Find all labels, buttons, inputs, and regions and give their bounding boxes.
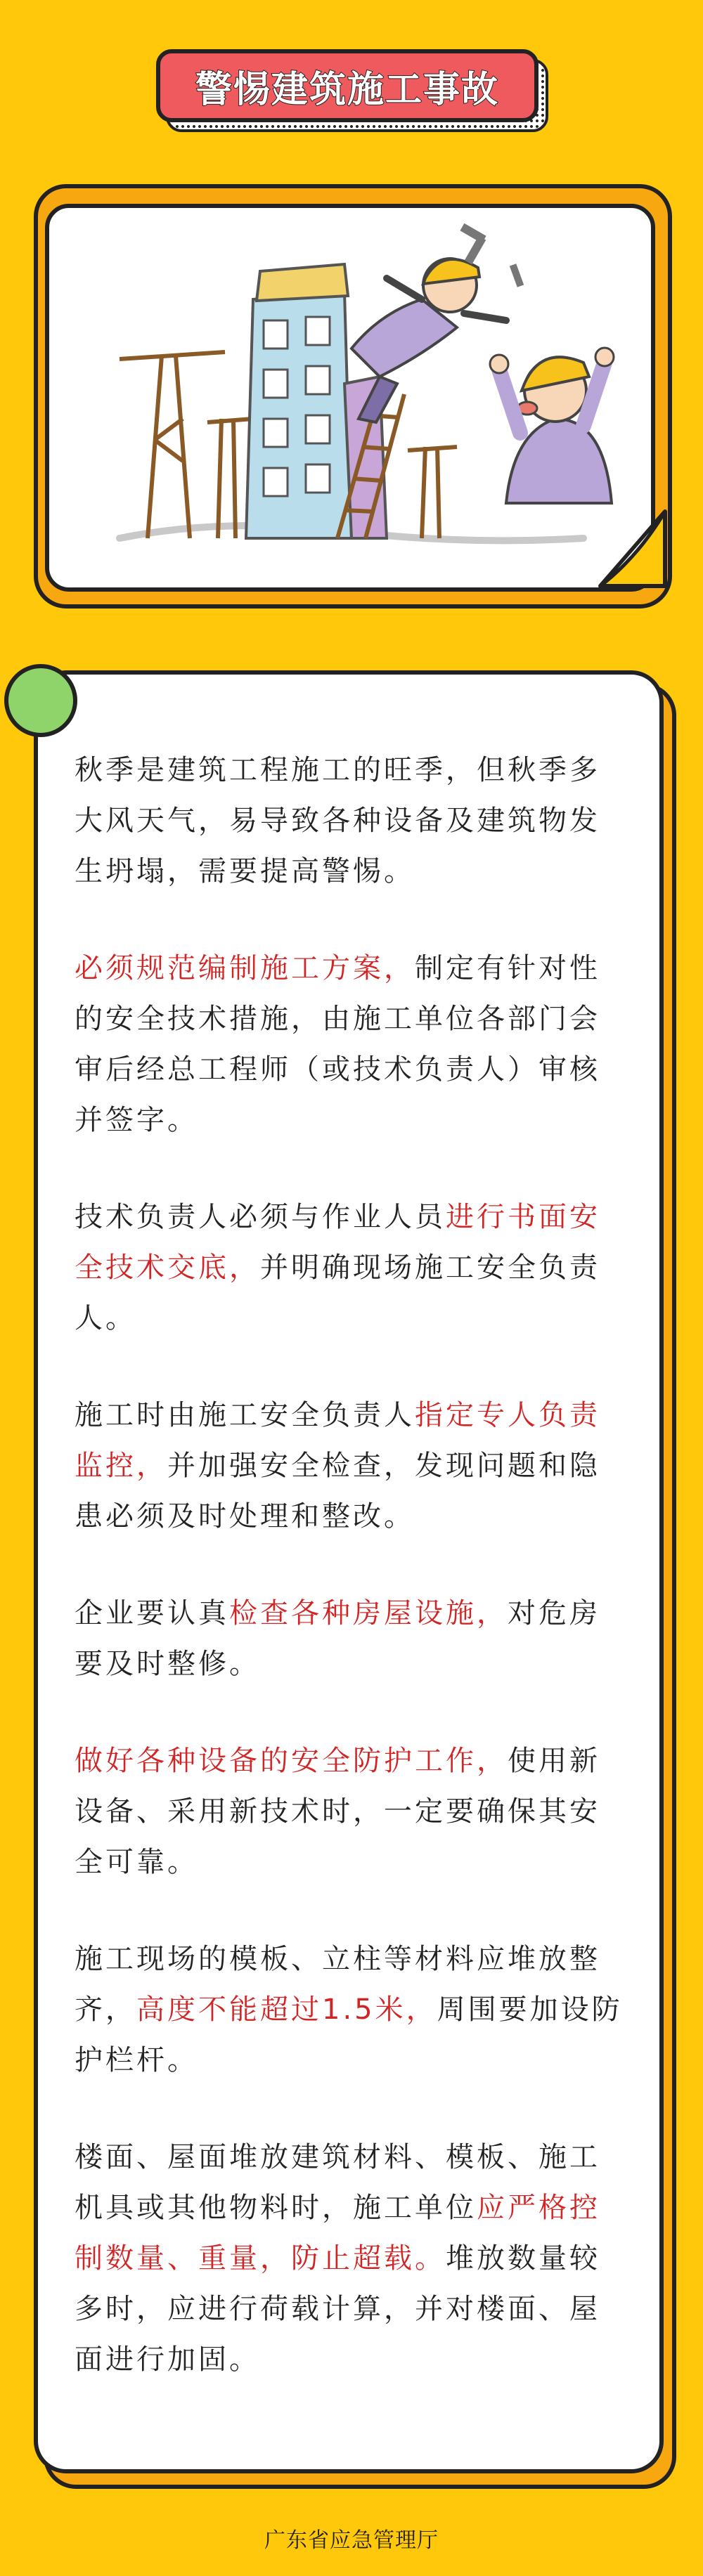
emphasis-text: 检查各种房屋设施， (229, 1597, 508, 1629)
emphasis-text: 指定专人负责监控， (75, 1399, 600, 1482)
body-text: 并加强安全检查，发现问题和隐患必须及时处理和整改。 (75, 1450, 600, 1533)
body-text: 制定有针对性的安全技术措施，由施工单位各部门会审后经总工程师（或技术负责人）审核并签字。 (75, 952, 600, 1136)
falling-worker-icon (352, 259, 506, 422)
green-dot-decoration (4, 664, 77, 737)
page-fold-corner-icon (596, 507, 669, 590)
paragraph (75, 1588, 630, 1689)
body-text: 楼面、屋面堆放建筑材料、模板、施工机具或其他物料时，施工单位 (75, 2141, 600, 2224)
emphasis-text: 应严格控制数量、重量，防止超载。 (75, 2192, 600, 2275)
paragraph (75, 745, 630, 897)
body-text: 技术负责人必须与作业人员 (75, 1201, 446, 1233)
illustration-card (45, 204, 655, 592)
body-text: 使用新设备、采用新技术时，一定要确保其安全可靠。 (75, 1745, 600, 1878)
body-text: 堆放数量较多时，应进行荷载计算，并对楼面、屋面进行加固。 (75, 2242, 600, 2376)
paragraph (75, 1390, 630, 1542)
body-text: 施工现场的模板、立柱等材料应堆放整齐， (75, 1943, 600, 2026)
emphasis-text: 做好各种设备的安全防护工作， (75, 1745, 508, 1777)
paragraph (75, 1736, 630, 1887)
paragraph (75, 1192, 630, 1344)
emphasis-text: 进行书面安全技术交底， (75, 1201, 600, 1284)
body-text: 秋季是建筑工程施工的旺季，但秋季多大风天气，易导致各种设备及建筑物发生坍塌，需要提高警惕。 (75, 754, 600, 887)
paragraph (75, 1934, 630, 2086)
body-text: 周围要加设防护栏杆。 (75, 1993, 623, 2076)
body-text: 企业要认真 (75, 1597, 229, 1629)
body-text: 并明确现场施工安全负责人。 (75, 1251, 600, 1334)
paragraph (75, 943, 630, 1145)
footer-organization: 广东省应急管理厅 (264, 2528, 439, 2553)
paragraph (75, 2132, 630, 2385)
construction-worker-falling-illustration (49, 208, 651, 587)
emphasis-text: 必须规范编制施工方案， (75, 952, 415, 984)
building-icon (246, 264, 387, 538)
title-banner-box (156, 49, 538, 122)
emphasis-text: 高度不能超过1.5米， (136, 1993, 437, 2026)
shocked-worker-icon (490, 348, 614, 503)
content-body (75, 745, 630, 2431)
body-text: 施工时由施工安全负责人 (75, 1399, 415, 1431)
title-banner (156, 49, 550, 134)
body-text: 对危房要及时整修。 (75, 1597, 600, 1680)
page-title: 警惕建筑施工事故 (195, 68, 499, 111)
